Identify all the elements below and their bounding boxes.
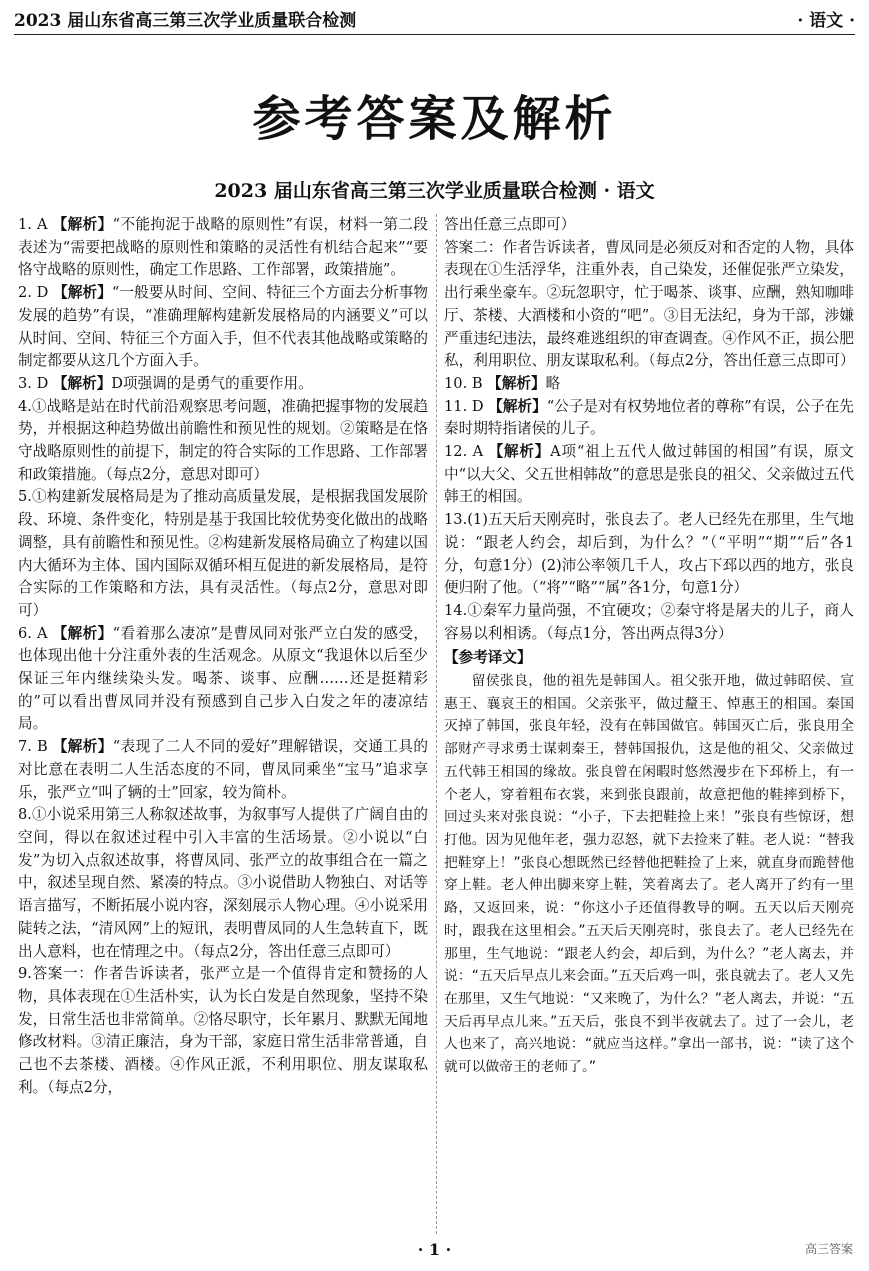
translation-paragraph: 留侯张良，他的祖先是韩国人。祖父张开地，做过韩昭侯、宣惠王、襄哀王的相国。父亲张平，做过釐王、悼惠王的相国。秦国灭掉了韩国，张良年轻，没有在韩国做官。韩国灭亡后，张良用全部财产寻求勇士谋刺秦王，替韩国报仇，这是他的祖父、父亲做过五代韩王相国的缘故。张良曾在闲暇时悠然漫步在下邳桥上，有一个老人，穿着粗布衣裳，来到张良跟前，故意把他的鞋摔到桥下，回过头来对张良说：“小子，下去把鞋捡上来！”张良有些惊讶，想打他。因为见他年老，强力忍怒，就下去捡来了鞋。老人说：“替我把鞋穿上！”张良心想既然已经替他把鞋捡了上来，就直身而跪替他穿上鞋。老人伸出脚来穿上鞋，笑着离去了。老人离开了约有一里路，又返回来，说：“你这小子还值得教导的啊。五天以后天刚亮时，跟我在这里相会。”五天后天刚亮时，张良去了。老人已经先在那里，生气地说：“跟老人约会，却后到，为什么？”老人离去，并说：“五天后早点儿来会面。”五天后鸡一叫，张良就去了。老人又先在那里，又生气地说：“又来晚了，为什么？”老人离去，并说：“五天后再早点儿来。”五天后，张良不到半夜就去了。过了一会儿，老人也来了，高兴地说：“就应当这样。”拿出一部书，说：“读了这个就可以做帝王的老师了。” bbox=[444, 673, 854, 1076]
page-number: · 1 · bbox=[417, 1240, 452, 1259]
answer-item-9: 9.答案一：作者告诉读者，张严立是一个值得肯定和赞扬的人物，具体表现在①生活朴实，认为长白发是自然现象，坚持不染发，日常生活也非常简单。②恪尽职守，长年累月、默默无闻地修改材料。③清正廉洁，身为干部，家庭日常生活非常普通，自己也不去茶楼、酒楼。④作风正派，不利用职位、朋友谋取私利。（每点2分， bbox=[18, 965, 428, 1096]
answer-item-5: 5.①构建新发展格局是为了推动高质量发展，是根据我国发展阶段、环境、条件变化，特别是基于我国比较优势变化做出的战略调整，具有前瞻性和预见性。②构建新发展格局确立了构建以国内大循环为主体、国内国际双循环相互促进的新发展格局，是符合实际的工作策略和方法，具有灵活性。（每点2分，意思对即可） bbox=[18, 488, 428, 619]
translation-title: 【参考译文】 bbox=[444, 649, 532, 667]
watermark-label: 高三答案 bbox=[804, 1242, 853, 1256]
page-header bbox=[14, 2, 855, 35]
answer-item-8: 8.①小说采用第三人称叙述故事，为叙事写人提供了广阔自由的空间，得以在叙述过程中引入丰富的生活场景。②小说以“白发”为切入点叙述故事，将曹凤同、张严立的故事组合在一篇之中，叙述呈现自然、紧凑的特点。③小说借助人物独白、对话等语言描写，不断拓展小说内容，深刻展示人物心理。④小说采用陡转之法，“清风网”上的短讯，表明曹凤同的人生急转直下，既出人意料，也在情理之中。（每点2分，答出任意三点即可） bbox=[18, 806, 428, 960]
answer-item-12: 12. A 【解析】A项“祖上五代人做过韩国的相国”有误，原文中“以大父、父五世相韩故”的意思是张良的祖父、父亲做过五代韩王的相国。 bbox=[444, 443, 855, 506]
left-column bbox=[18, 214, 428, 1099]
page-title: 参考答案及解析 bbox=[252, 91, 617, 147]
header-right: · 语文 · bbox=[797, 10, 855, 31]
answer-item-10: 10. B 【解析】略 bbox=[444, 374, 561, 392]
answer-item-14: 14.①秦军力量尚强，不宜硬攻；②秦守将是屠夫的儿子，商人容易以利相诱。（每点1分，答出两点得3分） bbox=[444, 601, 854, 642]
answer-item-2: 2. D 【解析】“一般要从时间、空间、特征三个方面去分析事物发展的趋势”有误，“准确理解构建新发展格局的内涵要义”可以从时间、空间、特征三个方面入手，但不代表其他战略或策略的制定都要从这几个方面入手。 bbox=[18, 284, 429, 370]
answer-item-1: 1. A 【解析】“不能拘泥于战略的原则性”有误，材料一第二段表述为“需要把战略的原则性和策略的灵活性有机结合起来”“要恪守战略的原则性，确定工作思路、工作部署，政策措施”。 bbox=[18, 216, 428, 279]
answer-item-6: 6. A 【解析】“看着那么凄凉”是曹凤同对张严立白发的感受，也体现出他十分注重外表的生活观念。从原文“我退休以后至少保证三年内继续染头发。喝茶、谈事、应酬……还是挺精彩的”可以看出曹凤同并没有预感到自己步入白发之年的凄凉结局。 bbox=[18, 624, 428, 733]
translation-body bbox=[444, 670, 854, 1079]
answer-item-4: 4.①战略是站在时代前沿观察思考问题，准确把握事物的发展趋势，并根据这种趋势做出前瞻性和预见性的规划。②策略是在恪守战略原则性的前提下，制定的符合实际的工作思路、工作部署和政策措施。（每点2分，意思对即可） bbox=[18, 397, 428, 483]
exam-subtitle: 2023 届山东省高三第三次学业质量联合检测 · 语文 bbox=[214, 180, 655, 202]
answer-item-3: 3. D 【解析】D项强调的是勇气的重要作用。 bbox=[18, 374, 313, 392]
column-divider bbox=[436, 214, 437, 1234]
header-left: 2023 届山东省高三第三次学业质量联合检测 bbox=[14, 10, 357, 31]
answer-item-13: 13.(1)五天后天刚亮时，张良去了。老人已经先在那里，生气地说：“跟老人约会，却后到，为什么？”（“平明”“期”“后”各1分，句意1分）(2)沛公率领几千人，攻占下邳以西的地方，张良便归附了他。（“将”“略”“属”各1分，句意1分） bbox=[444, 511, 854, 597]
answer-item-7: 7. B 【解析】“表现了二人不同的爱好”理解错误，交通工具的对比意在表明二人生活态度的不同，曹凤同乘坐“宝马”追求享乐，张严立“叫了辆的士”回家，较为简朴。 bbox=[18, 738, 428, 801]
answer-item-9-alt: 答案二：作者告诉读者，曹凤同是必须反对和否定的人物，具体表现在①生活浮华，注重外表，自己染发，还催促张严立染发，出行乘坐豪车。②玩忽职守，忙于喝茶、谈事、应酬，熟知咖啡厅、茶楼、大酒楼和小资的“吧”。③目无法纪，身为干部，涉嫌严重违纪违法，最终难逃组织的审查调查。④作风不正，损公肥私，利用职位、朋友谋取私利。（每点2分，答出任意三点即可） bbox=[444, 238, 855, 370]
answer-item-11: 11. D 【解析】“公子是对有权势地位者的尊称”有误，公子在先秦时期特指诸侯的儿子。 bbox=[444, 397, 854, 438]
answer-item-9-cont: 答出任意三点即可） bbox=[444, 216, 576, 233]
right-column bbox=[444, 214, 854, 1079]
